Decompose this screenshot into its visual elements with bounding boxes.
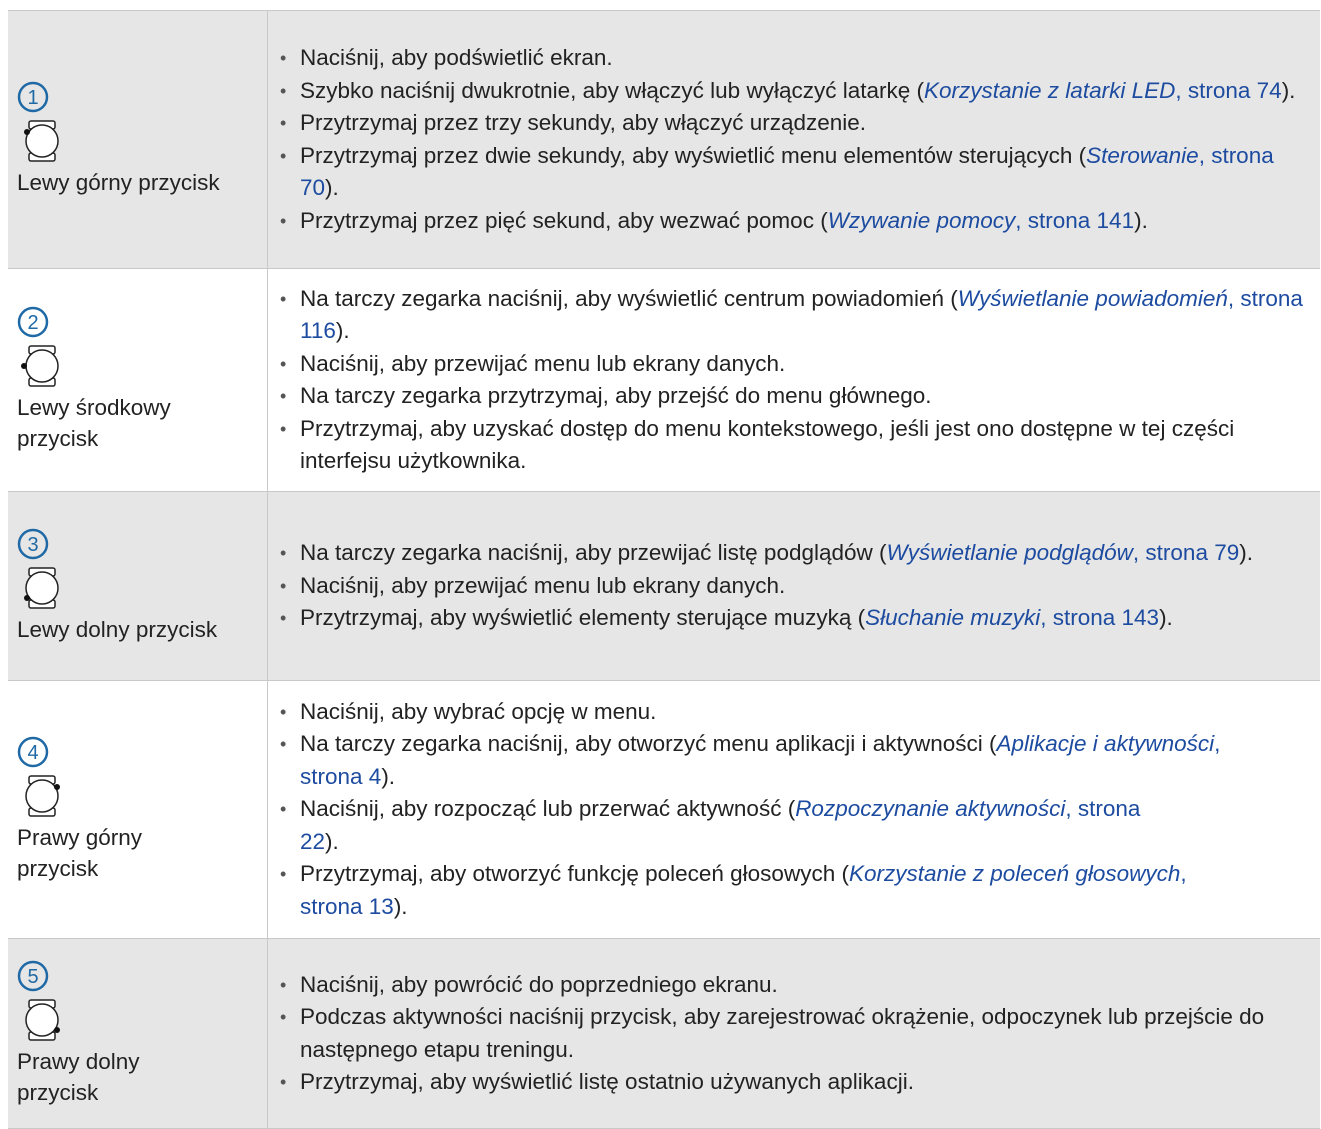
description-cell: [268, 11, 1320, 268]
cross-reference-link[interactable]: Korzystanie z latarki LED, strona 74: [924, 77, 1282, 103]
number-5-icon: [17, 960, 49, 992]
number-3-icon: [17, 528, 49, 560]
list-item: • Naciśnij, aby podświetlić ekran.: [278, 42, 1304, 75]
table-row: [8, 491, 1320, 680]
button-table: [8, 10, 1320, 1129]
table-row: [8, 10, 1320, 268]
table-row: [8, 938, 1320, 1129]
cross-reference-link[interactable]: Korzystanie z poleceń głosowych, strona 13: [300, 861, 1187, 919]
table-row: [8, 680, 1320, 938]
number-2-icon: [17, 306, 49, 338]
watch-middle-left-button-icon: [17, 344, 67, 388]
list-item: • Naciśnij, aby rozpocząć lub przerwać aktywność (Rozpoczynanie aktywności, strona 22).: [278, 793, 1304, 858]
list-item: • Przytrzymaj przez pięć sekund, aby wezwać pomoc (Wzywanie pomocy, strona 141).: [278, 205, 1304, 238]
button-label: Prawy dolny przycisk: [17, 1048, 140, 1105]
cross-reference-link[interactable]: Słuchanie muzyki, strona 143: [865, 605, 1160, 631]
cross-reference-link[interactable]: Wzywanie pomocy, strona 141: [827, 207, 1135, 233]
button-cell: [8, 269, 268, 491]
description-cell: [268, 269, 1320, 491]
table-row: [8, 268, 1320, 491]
number-1-icon: [17, 81, 49, 113]
description-cell: [268, 681, 1320, 938]
list-item: • Na tarczy zegarka naciśnij, aby otworzyć menu aplikacji i aktywności (Aplikacje i aktywności, strona 4).: [278, 728, 1304, 793]
button-label: Prawy górny przycisk: [17, 824, 143, 881]
svg-text:4: 4: [27, 741, 39, 764]
description-cell: [268, 939, 1320, 1128]
watch-top-right-button-icon: [17, 774, 67, 818]
list-item: • Przytrzymaj przez trzy sekundy, aby włączyć urządzenie.: [278, 107, 1304, 140]
cross-reference-link[interactable]: Wyświetlanie podglądów, strona 79: [886, 540, 1240, 566]
svg-text:2: 2: [27, 312, 39, 334]
description-cell: [268, 492, 1320, 680]
number-4-icon: [17, 736, 49, 768]
button-cell: [8, 939, 268, 1128]
svg-text:3: 3: [27, 533, 39, 556]
cross-reference-link[interactable]: Rozpoczynanie aktywności, strona 22: [300, 796, 1141, 854]
list-item: • Szybko naciśnij dwukrotnie, aby włączyć lub wyłączyć latarkę (Korzystanie z latarki LED, strona 74).: [278, 75, 1304, 108]
button-cell: [8, 11, 268, 268]
list-item: • Na tarczy zegarka naciśnij, aby przewijać listę podglądów (Wyświetlanie podglądów, strona 79).: [278, 537, 1304, 570]
list-item: • Na tarczy zegarka naciśnij, aby wyświetlić centrum powiadomień (Wyświetlanie powiadomień, strona 116).: [278, 283, 1304, 348]
list-item: • Przytrzymaj, aby wyświetlić listę ostatnio używanych aplikacji.: [278, 1066, 1304, 1099]
button-label: Lewy środkowy przycisk: [17, 395, 171, 451]
cross-reference-link[interactable]: Wyświetlanie powiadomień, strona 116: [300, 285, 1303, 343]
list-item: • Przytrzymaj, aby uzyskać dostęp do menu kontekstowego, jeśli jest ono dostępne w tej części interfejsu użytkownika.: [278, 413, 1304, 478]
button-label: Lewy dolny przycisk: [17, 616, 218, 642]
watch-bottom-right-button-icon: [17, 998, 67, 1042]
button-cell: [8, 492, 268, 680]
list-item: • Naciśnij, aby wybrać opcję w menu.: [278, 696, 1304, 729]
watch-bottom-left-button-icon: [17, 566, 67, 610]
cross-reference-link[interactable]: Sterowanie, strona 70: [300, 142, 1274, 200]
list-item: • Na tarczy zegarka przytrzymaj, aby przejść do menu głównego.: [278, 380, 1304, 413]
list-item: • Przytrzymaj przez dwie sekundy, aby wyświetlić menu elementów sterujących (Sterowanie, strona 70).: [278, 140, 1304, 205]
list-item: • Naciśnij, aby przewijać menu lub ekrany danych.: [278, 348, 1304, 381]
list-item: • Przytrzymaj, aby wyświetlić elementy sterujące muzyką (Słuchanie muzyki, strona 143).: [278, 602, 1304, 635]
list-item: • Naciśnij, aby przewijać menu lub ekrany danych.: [278, 570, 1304, 603]
svg-text:5: 5: [27, 965, 39, 988]
svg-text:1: 1: [27, 87, 39, 109]
list-item: • Przytrzymaj, aby otworzyć funkcję poleceń głosowych (Korzystanie z poleceń głosowych, strona 13).: [278, 858, 1304, 923]
list-item: • Naciśnij, aby powrócić do poprzedniego ekranu.: [278, 969, 1304, 1002]
button-label: Lewy górny przycisk: [17, 170, 220, 195]
button-cell: [8, 681, 268, 938]
watch-top-left-button-icon: [17, 119, 67, 163]
list-item: • Podczas aktywności naciśnij przycisk, aby zarejestrować okrążenie, odpoczynek lub przejście do następnego etapu treningu.: [278, 1001, 1304, 1066]
cross-reference-link[interactable]: Aplikacje i aktywności, strona 4: [300, 731, 1221, 789]
